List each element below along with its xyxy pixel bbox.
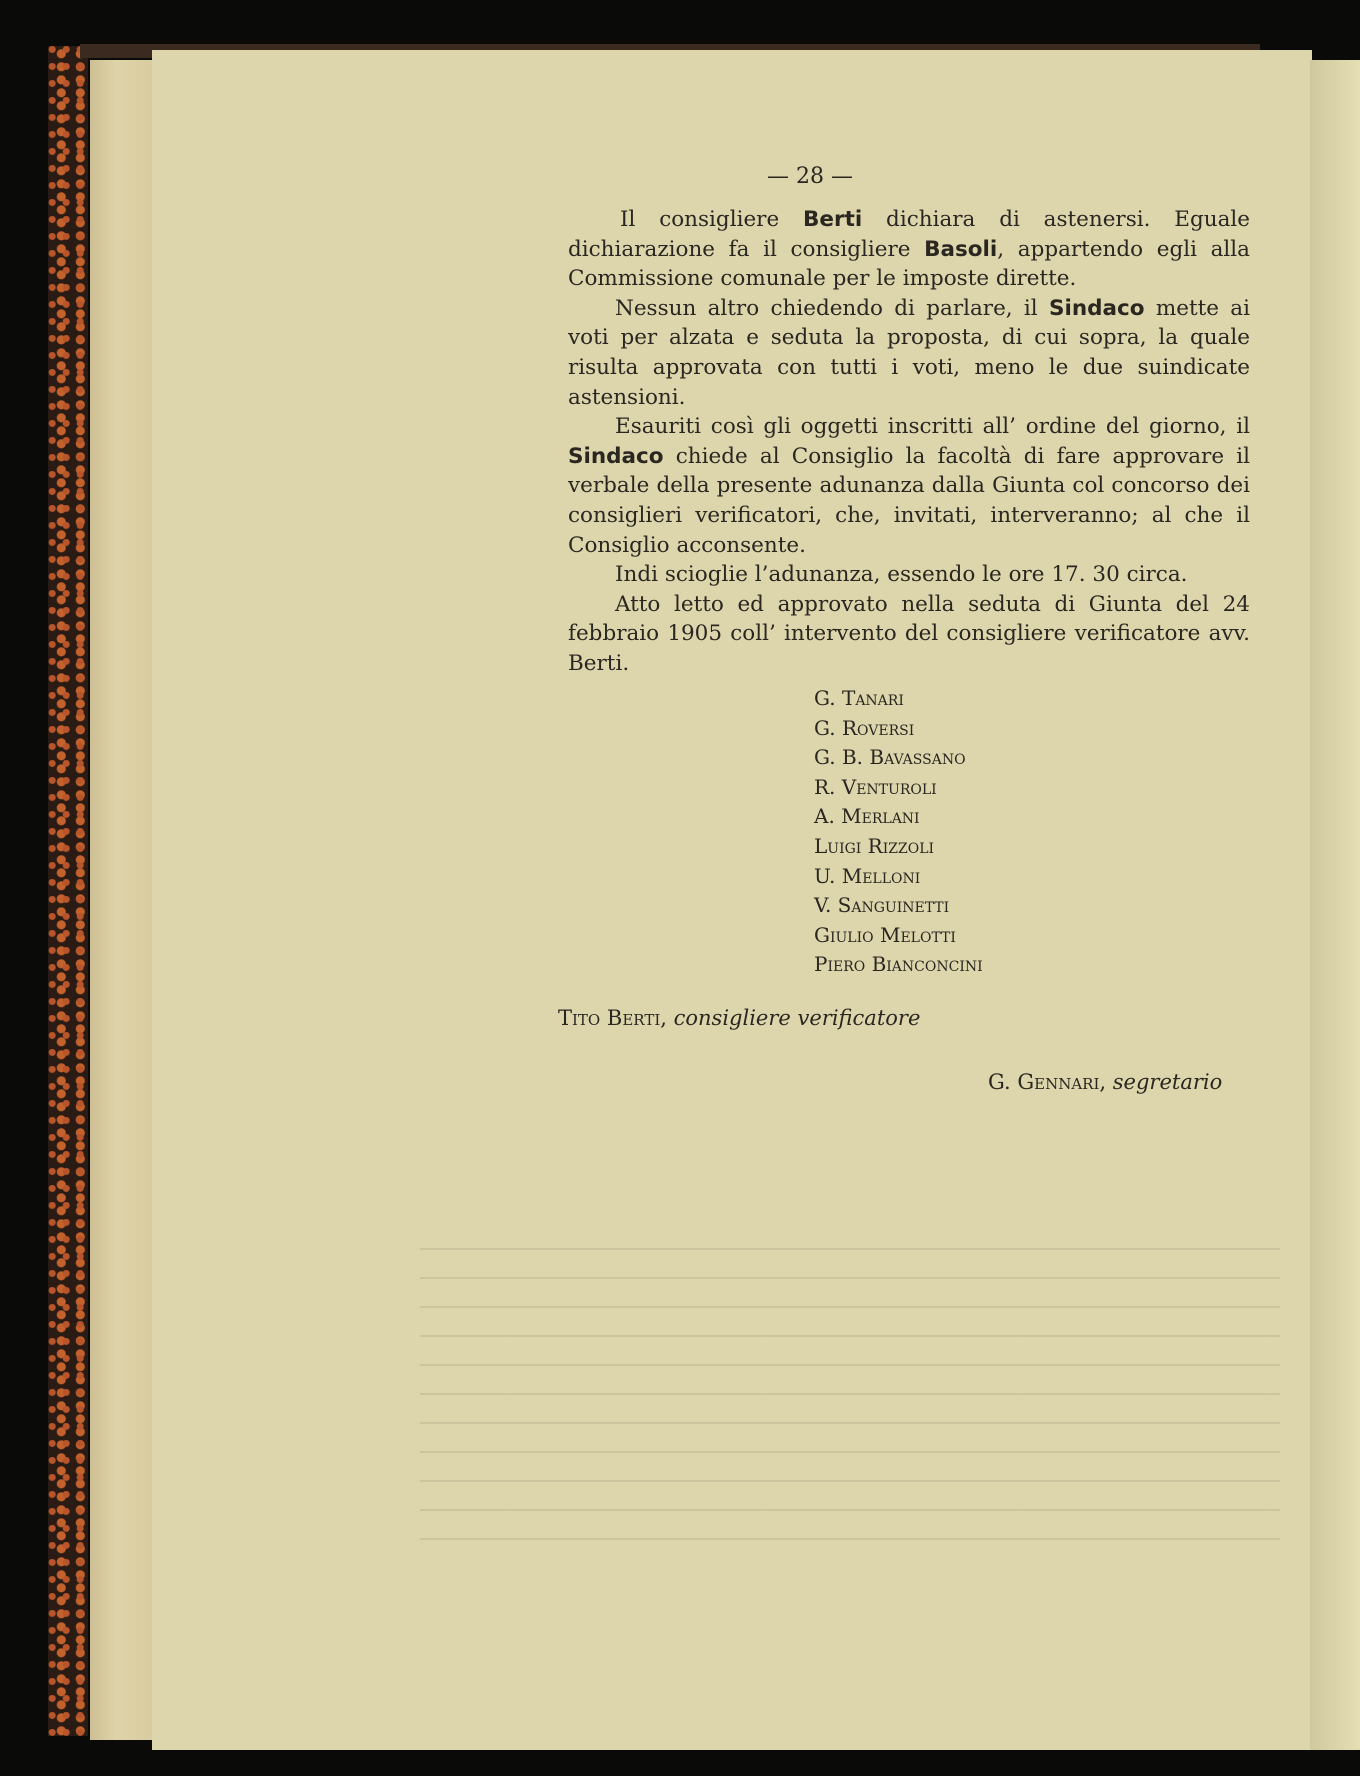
text-run: chiede al Consiglio la facoltà di fare approvare il verbale della presente adunanza dalla Giunta col concorso dei consiglieri verificatori, che, invitati, interveranno; al che il Consiglio acconsente. bbox=[568, 443, 1250, 558]
signatory-name: Piero Bianconcini bbox=[814, 952, 983, 977]
text-run: mette ai voti per alzata e seduta la proposta, di cui sopra, la quale risulta approvata con tutti i voti, meno le due suindicate astensioni. bbox=[568, 295, 1250, 410]
text-run: Nessun altro chiedendo di parlare, il bbox=[615, 295, 1049, 321]
verifier-role: consigliere verificatore bbox=[673, 1006, 921, 1030]
text-run: Esauriti così gli oggetti inscritti all’ ordine del giorno, il bbox=[615, 414, 1250, 440]
signatory-name: Giulio Melotti bbox=[814, 922, 956, 947]
paragraph bbox=[568, 412, 1250, 560]
book-binding bbox=[48, 46, 88, 1736]
verifier-signature bbox=[558, 1006, 920, 1030]
name-emphasis: Sindaco bbox=[1049, 295, 1145, 321]
signatory-name: U. Melloni bbox=[814, 863, 921, 888]
paragraph bbox=[568, 205, 1250, 294]
paragraph bbox=[568, 560, 1250, 590]
page-number: — 28 — bbox=[767, 164, 853, 189]
text-run: , appartendo egli alla Commissione comunale per le imposte dirette. bbox=[568, 236, 1250, 292]
secretary-role: segretario bbox=[1112, 1070, 1223, 1094]
paragraph bbox=[568, 294, 1250, 412]
signatory-list bbox=[814, 684, 983, 980]
secretary-separator: , bbox=[1099, 1070, 1113, 1094]
signatory-name: R. Venturoli bbox=[814, 774, 937, 799]
name-emphasis: Berti bbox=[803, 207, 863, 232]
paragraph bbox=[568, 590, 1250, 679]
page-edge-right bbox=[1310, 60, 1360, 1750]
name-emphasis: Sindaco bbox=[568, 443, 664, 469]
text-run: Il consigliere bbox=[620, 207, 803, 232]
verifier-separator: , bbox=[660, 1006, 674, 1030]
signatory-name: G. Tanari bbox=[814, 686, 904, 710]
name-emphasis: Basoli bbox=[924, 236, 998, 262]
bleed-through-text bbox=[420, 1240, 1280, 1540]
signatory-name: V. Sanguinetti bbox=[814, 893, 950, 918]
signatory-name: Luigi Rizzoli bbox=[814, 833, 935, 858]
signatory-name: G. B. Bavassano bbox=[814, 745, 966, 770]
signatory-name: G. Roversi bbox=[814, 715, 915, 740]
text-run: Indi scioglie l’adunanza, essendo le ore 17. 30 circa. bbox=[615, 562, 1188, 588]
text-run: Atto letto ed approvato nella seduta di Giunta del 24 febbraio 1905 coll’ intervento del consigliere verificatore avv. Berti. bbox=[568, 591, 1250, 676]
verifier-name: Tito Berti bbox=[558, 1006, 661, 1030]
signatory-name: A. Merlani bbox=[814, 804, 920, 829]
body-text bbox=[568, 205, 1250, 679]
page-edge-left bbox=[90, 60, 156, 1740]
secretary-signature bbox=[988, 1070, 1222, 1094]
secretary-name: G. Gennari bbox=[988, 1070, 1100, 1094]
text-run: dichiara di astenersi. Eguale dichiarazione fa il consigliere bbox=[568, 207, 1250, 262]
